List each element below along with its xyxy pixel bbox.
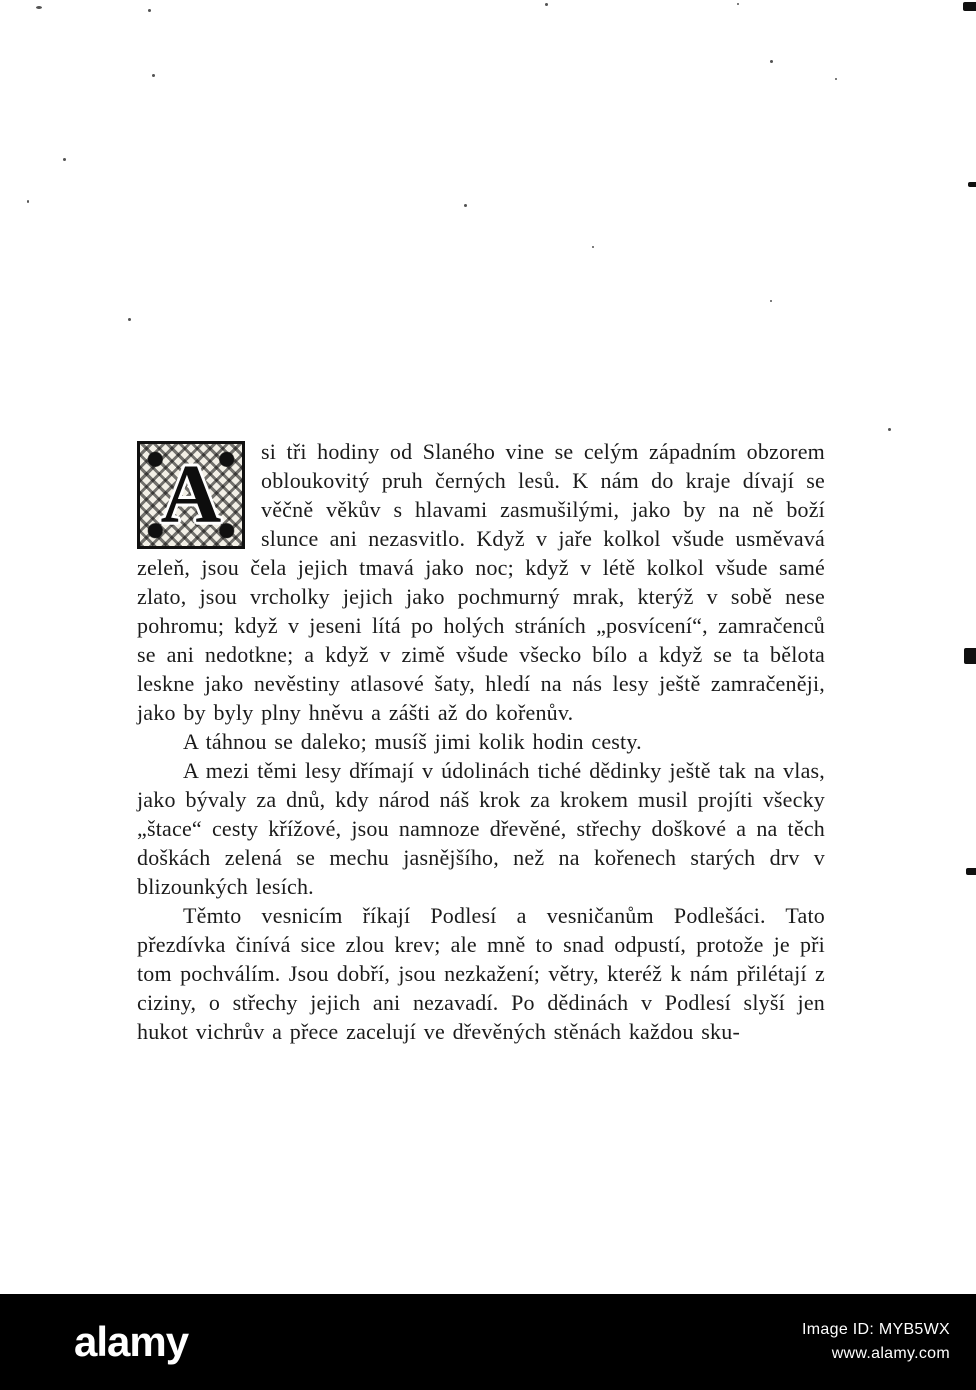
scan-speck	[770, 60, 773, 63]
paragraph: Těmto vesnicím říkají Podlesí a vesničanům Podlešáci. Tato přezdívka činívá sice zlou krev; ale mně to snad odpustí, protože je při tom pochválím. Jsou dobří, jsou nezkažení; větry, kteréž k nám přilétají z ciziny, o střechy jejich ani nezavadí. Po dědinách v Podlesí slyší jen hukot vichrův a přece zacelují ve dřevěných stěnách každou sku-	[137, 903, 825, 1044]
watermark-info	[802, 1321, 950, 1363]
scan-speck	[888, 428, 891, 431]
scan-speck	[128, 318, 131, 321]
watermark-bar	[0, 1294, 976, 1390]
scan-speck	[36, 6, 42, 9]
paragraph	[137, 437, 825, 727]
paragraph-text: si tři hodiny od Slaného vine se celým západním obzorem obloukovitý pruh černých lesů. K nám do kraje dívají se věčně věkův s hlavami zasmušilými, jako by na ně boží slunce ani nezasvitlo. Když v jaře kolkol všude usměvavá zeleň, jsou čela jejich tmavá jako noc; když v létě kolkol všude samé zlato, jsou vrcholky jejich jako pochmurný mrak, kterýž v sobě nese pohromu; když v jeseni lítá po holých stráních „posvícení“, zamračenců se ani nedotkne; a když v zimě všude všecko bílo a když se ta bělota leskne jako nevěstiny atlasové šaty, hledí na nás lesy ještě zamračeněji, jako by byly plny hněvu a zášti až do kořenův.	[137, 439, 825, 725]
scan-speck	[148, 9, 151, 12]
page-edge-mark	[963, 2, 976, 11]
scan-speck	[63, 158, 66, 161]
page-edge-mark	[966, 868, 976, 875]
alamy-url: www.alamy.com	[831, 1345, 950, 1362]
scan-speck	[464, 204, 467, 207]
page-edge-mark	[964, 648, 976, 664]
scan-speck	[737, 3, 739, 5]
page-edge-mark	[968, 182, 976, 187]
dropcap-initial: A	[137, 441, 245, 549]
image-id-label: Image ID: MYB5WX	[802, 1321, 950, 1338]
text-block	[137, 437, 825, 1046]
scan-speck	[835, 78, 837, 80]
scan-speck	[770, 300, 772, 302]
scan-speck	[592, 246, 594, 248]
scan-speck	[27, 200, 29, 203]
scan-speck	[545, 3, 548, 6]
scan-speck	[152, 74, 155, 77]
paragraph: A mezi těmi lesy dřímají v údolinách tiché dědinky ještě tak na vlas, jako bývaly za dnů, kdy národ náš krok za krokem musil projíti všecky „štace“ cesty křížové, jsou namnoze dřevěné, střechy doškové a na těch doškách zelená se mechu jasnějšího, než na kořenech starých drv v blizounkých lesích.	[137, 758, 825, 899]
paragraph: A táhnou se daleko; musíš jimi kolik hodin cesty.	[183, 729, 642, 754]
alamy-logo: alamy	[74, 1318, 189, 1365]
